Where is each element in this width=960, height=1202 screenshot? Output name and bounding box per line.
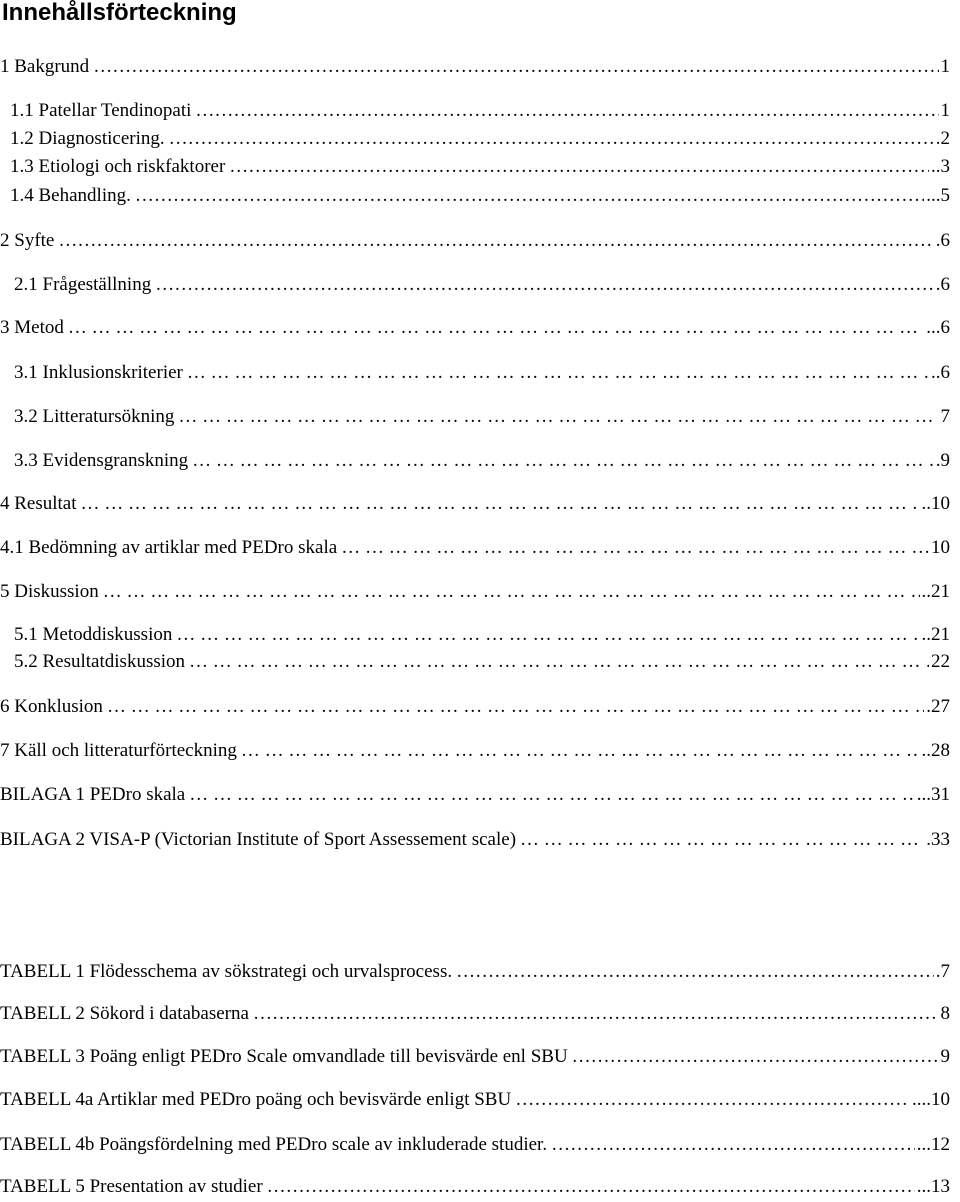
entry-label: 3 Metod (0, 317, 64, 338)
dot-leader (189, 647, 929, 677)
table-entry[interactable] (0, 957, 956, 987)
toc-entry[interactable] (0, 446, 956, 476)
toc-entry[interactable] (0, 270, 956, 300)
entry-page-number: ...5 (926, 185, 950, 206)
entry-label: TABELL 2 Sökord i databaserna (0, 1003, 249, 1024)
entry-label: 5 Diskussion (0, 581, 99, 602)
dot-leader (551, 1130, 915, 1160)
entry-label: 1.3 Etiologi och riskfaktorer (10, 156, 226, 177)
dot-leader (456, 957, 934, 987)
entry-label: 2.1 Frågeställning (14, 274, 152, 295)
dot-leader (169, 124, 939, 154)
dot-leader (93, 52, 938, 82)
entry-label: 5.1 Metoddiskussion (14, 624, 173, 645)
toc-entry[interactable] (0, 736, 956, 766)
entry-page-number: 1 (940, 100, 950, 121)
table-entry[interactable] (0, 1042, 956, 1072)
table-entry[interactable] (0, 1130, 956, 1160)
entry-page-number: 10 (931, 537, 950, 558)
dot-leader (189, 780, 915, 810)
dot-leader (68, 313, 924, 343)
dot-leader (58, 226, 933, 256)
toc-entry[interactable] (0, 402, 956, 432)
entry-label: 3.3 Evidensgranskning (14, 450, 189, 471)
entry-label: 3.1 Inklusionskriterier (14, 362, 183, 383)
toc-entry[interactable] (0, 620, 956, 650)
entry-label: TABELL 4b Poängsfördelning med PEDro scale av inkluderade studier. (0, 1134, 548, 1155)
dot-leader (229, 152, 929, 182)
entry-label: 4 Resultat (0, 493, 77, 514)
entry-label: BILAGA 2 VISA-P (Victorian Institute of Sport Assessement scale) (0, 829, 517, 850)
entry-page-number: ...31 (916, 784, 950, 805)
toc-entry[interactable] (0, 358, 956, 388)
toc-entry[interactable] (0, 152, 956, 182)
entry-label: 6 Konklusion (0, 696, 103, 717)
toc-entry[interactable] (0, 226, 956, 256)
dot-leader (176, 620, 919, 650)
entry-label: 7 Käll och litteraturförteckning (0, 740, 237, 761)
entry-label: 5.2 Resultatdiskussion (14, 651, 186, 672)
entry-label: TABELL 3 Poäng enligt PEDro Scale omvandlade till bevisvärde enl SBU (0, 1046, 568, 1067)
entry-label: BILAGA 1 PEDro skala (0, 784, 186, 805)
entry-page-number: ..21 (921, 581, 950, 602)
dot-leader (341, 533, 929, 563)
table-entry[interactable] (0, 1085, 956, 1115)
entry-page-number: .9 (935, 450, 950, 471)
dot-leader (135, 181, 924, 211)
dot-leader (155, 270, 934, 300)
table-entry[interactable] (0, 999, 956, 1029)
dot-leader (103, 577, 920, 607)
entry-page-number: .6 (935, 230, 950, 251)
dot-leader (572, 1042, 939, 1072)
entry-page-number: ..28 (921, 740, 950, 761)
entry-label: TABELL 1 Flödesschema av sökstrategi och urvalsprocess. (0, 961, 453, 982)
table-entry[interactable] (0, 1172, 956, 1202)
entry-label: 1.1 Patellar Tendinopati (10, 100, 192, 121)
entry-page-number: 2 (940, 128, 950, 149)
dot-leader (267, 1172, 915, 1202)
entry-label: 1 Bakgrund (0, 56, 90, 77)
entry-page-number: .33 (926, 829, 950, 850)
dot-leader (187, 358, 929, 388)
entry-page-number: 9 (940, 1046, 950, 1067)
entry-label: 2 Syfte (0, 230, 55, 251)
toc-entry[interactable] (0, 181, 956, 211)
entry-page-number: 22 (931, 651, 950, 672)
entry-page-number: ...6 (926, 317, 950, 338)
entry-page-number: 8 (940, 1003, 950, 1024)
dot-leader (81, 489, 920, 519)
toc-entry[interactable] (0, 577, 956, 607)
entry-page-number: 7 (940, 406, 950, 427)
toc-entry[interactable] (0, 124, 956, 154)
toc-entry[interactable] (0, 780, 956, 810)
entry-page-number: ..6 (931, 362, 950, 383)
toc-entry[interactable] (0, 489, 956, 519)
dot-leader (192, 446, 934, 476)
entry-page-number: .6 (935, 274, 950, 295)
entry-label: 1.4 Behandling. (10, 185, 131, 206)
entry-page-number: 1 (940, 56, 950, 77)
entry-page-number: ...12 (916, 1134, 950, 1155)
entry-page-number: ..21 (921, 624, 950, 645)
entry-label: 4.1 Bedömning av artiklar med PEDro skala (0, 537, 338, 558)
toc-entry[interactable] (0, 313, 956, 343)
toc-entry[interactable] (0, 96, 956, 126)
dot-leader (253, 999, 939, 1029)
entry-label: 1.2 Diagnosticering. (10, 128, 165, 149)
dot-leader (520, 825, 924, 855)
dot-leader (241, 736, 920, 766)
toc-entry[interactable] (0, 533, 956, 563)
toc-entry[interactable] (0, 52, 956, 82)
entry-page-number: ..3 (931, 156, 950, 177)
entry-page-number: ...13 (916, 1176, 950, 1197)
dot-leader (178, 402, 938, 432)
dot-leader (107, 692, 924, 722)
entry-label: 3.2 Litteratursökning (14, 406, 175, 427)
entry-page-number: ....10 (912, 1089, 950, 1110)
entry-label: TABELL 4a Artiklar med PEDro poäng och bevisvärde enligt SBU (0, 1089, 512, 1110)
entry-page-number: .27 (926, 696, 950, 717)
dot-leader (515, 1085, 910, 1115)
entry-label: TABELL 5 Presentation av studier (0, 1176, 263, 1197)
entry-page-number: .7 (935, 961, 950, 982)
entry-page-number: ..10 (921, 493, 950, 514)
page-title: Innehållsförteckning (2, 0, 237, 26)
toc-entry[interactable] (0, 692, 956, 722)
toc-entry[interactable] (0, 647, 956, 677)
dot-leader (195, 96, 938, 126)
toc-entry[interactable] (0, 825, 956, 855)
